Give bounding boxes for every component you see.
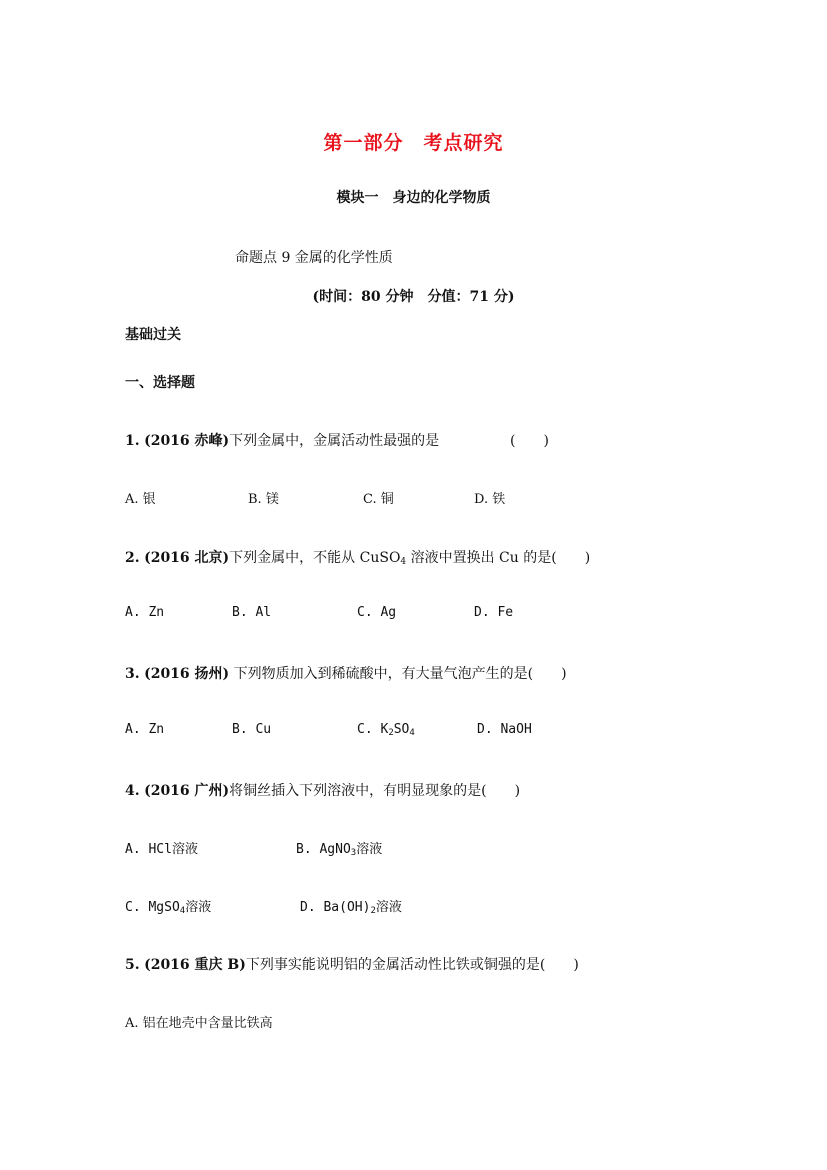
option-b: B. 镁 [248, 492, 279, 507]
section-heading: 基础过关 [125, 327, 181, 343]
module-title: 模块一 身边的化学物质 [336, 190, 491, 206]
question-source: (2016 赤峰) [144, 433, 230, 449]
option-b: B. AgNO$_3$溶液 [296, 842, 383, 858]
option-a: A. Zn [125, 605, 165, 620]
question-text: 将铜丝插入下列溶液中，有明显现象的是 [229, 783, 482, 799]
question-text: 下列金属中，不能从 CuSO [229, 550, 401, 566]
question-3 [125, 663, 567, 683]
option-d: D. $Ba(OH)_2$溶液 [300, 900, 402, 916]
question-number: 4. [125, 783, 140, 799]
option-c: C. 铜 [363, 492, 394, 507]
page-title: 第一部分 考点研究 [323, 132, 504, 154]
question-source: (2016 重庆 B) [144, 957, 246, 973]
question-1 [125, 430, 439, 450]
answer-bracket: ( ) [527, 666, 567, 682]
option-c: C. MgSO$_4$溶液 [125, 900, 212, 916]
question-source: (2016 扬州) [144, 666, 230, 682]
option-a: A. 银 [125, 492, 156, 507]
topic-title: 命题点 9 金属的化学性质 [235, 250, 393, 266]
question-5 [125, 954, 579, 974]
question-source: (2016 北京) [144, 550, 230, 566]
option-c: C. Ag [357, 605, 397, 620]
option-d: D. 铁 [474, 492, 506, 507]
option-d: D. Fe [474, 605, 514, 620]
question-text: 下列事实能说明铝的金属活动性比铁或铜强的是 [245, 957, 540, 973]
option-b: B. Al [232, 605, 272, 620]
question-source: (2016 广州) [144, 783, 230, 799]
question-text: 下列金属中，金属活动性最强的是 [229, 433, 440, 449]
option-a: A. 铝在地壳中含量比铁高 [125, 1016, 273, 1031]
option-d: D. NaOH [477, 722, 532, 737]
option-a: A. Zn [125, 722, 165, 737]
answer-bracket: ( ) [539, 957, 579, 973]
question-4 [125, 780, 520, 800]
option-a: A. HCl溶液 [125, 842, 198, 857]
question-number: 3. [125, 666, 140, 682]
answer-bracket: ( ) [551, 550, 591, 566]
question-number: 1. [125, 433, 140, 449]
option-c: C. $K_2SO_4$ [357, 722, 415, 738]
answer-bracket: ( ) [481, 783, 521, 799]
time-info: (时间：80 分钟 分值：71 分) [312, 289, 515, 305]
question-text: 下列物质加入到稀硫酸中，有大量气泡产生的是 [229, 666, 528, 682]
question-2: 2. (2016 北京)下列金属中，不能从 CuSO$_4$ 溶液中置换出 Cu 的是( ) [125, 550, 591, 567]
option-b: B. Cu [232, 722, 272, 737]
question-number: 2. [125, 550, 140, 566]
subsection-heading: 一、选择题 [125, 375, 195, 391]
question-number: 5. [125, 957, 140, 973]
answer-bracket: ( ) [510, 433, 549, 449]
